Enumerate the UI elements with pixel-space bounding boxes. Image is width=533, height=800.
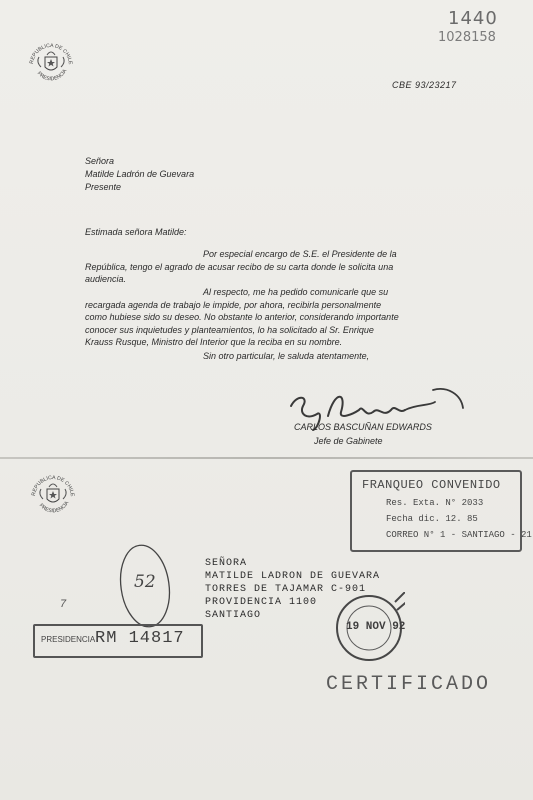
margin-mark: 7 xyxy=(60,598,67,610)
franking-stamp-line-4: CORREO N° 1 - SANTIAGO - 21 xyxy=(386,530,532,540)
paragraph-2-line: Krauss Rusque, Ministro del Interior que la reciba en su nombre. xyxy=(85,337,343,347)
handwritten-archive-number: 1440 xyxy=(448,8,498,29)
signatory-title: Jefe de Gabinete xyxy=(314,436,383,446)
recipient-line-1: Señora xyxy=(85,156,115,166)
certificado-stamp: CERTIFICADO xyxy=(326,673,492,696)
franking-stamp-line-3: Fecha dic. 12. 85 xyxy=(386,514,478,524)
franking-stamp xyxy=(350,470,532,552)
paragraph-1-line: República, tengo el agrado de acusar recibo de su carta donde le solicita una xyxy=(85,261,394,272)
salutation: Estimada señora Matilde: xyxy=(85,227,187,237)
paragraph-1-line: Por especial encargo de S.E. el Presidente de la xyxy=(203,249,397,259)
closing-line: Sin otro particular, le saluda atentamente, xyxy=(203,351,370,361)
envelope-address-line-3: TORRES DE TAJAMAR C-901 xyxy=(205,584,367,595)
handwritten-circle-number: 52 xyxy=(134,572,156,592)
crest-text-top: REPUBLICA DE CHILE xyxy=(28,42,74,65)
paragraph-2 xyxy=(85,286,465,349)
envelope-address-line-5: SANTIAGO xyxy=(205,610,262,621)
paragraph-2-line: recargada agenda de trabajo le impide, por ahora, recibirla personalmente xyxy=(85,299,382,310)
envelope-crest-text-bottom: PRESIDENCIA xyxy=(37,500,71,515)
paragraph-1 xyxy=(85,248,465,286)
paragraph-2-line: conocer sus inquietudes y planteamientos, lo ha solicitado al Sr. Enrique xyxy=(85,324,374,335)
envelope-crest-text-top: REPUBLICA DE CHILE xyxy=(30,474,76,497)
franking-stamp-line-2: Res. Exta. N° 2033 xyxy=(386,498,484,508)
recipient-line-3: Presente xyxy=(85,182,122,192)
postmark-date: 19 NOV 92 xyxy=(346,621,406,633)
recipient-line-2: Matilde Ladrón de Guevara xyxy=(85,169,195,179)
registered-number: RM 14817 xyxy=(95,629,185,648)
letter-reference: CBE 93/23217 xyxy=(392,80,457,90)
signatory-name: CARLOS BASCUÑAN EDWARDS xyxy=(294,422,432,432)
fold-line xyxy=(0,457,533,459)
envelope-address-line-2: MATILDE LADRON DE GUEVARA xyxy=(205,571,381,582)
envelope-address-line-1: SEÑORA xyxy=(205,558,248,569)
envelope-address-line-4: PROVIDENCIA 1100 xyxy=(205,597,318,608)
envelope-crest-icon xyxy=(27,469,79,526)
paragraph-1-line: audiencia. xyxy=(85,274,127,284)
presidential-crest-icon xyxy=(25,37,77,94)
paragraph-2-line: como hubiese sido su deseo. No obstante lo anterior, considerando importante xyxy=(85,312,399,322)
registered-mail-stamp xyxy=(33,624,203,658)
paragraph-2-line: Al respecto, me ha pedido comunicarle que su xyxy=(203,287,389,297)
franking-stamp-line-1: FRANQUEO CONVENIDO xyxy=(362,478,501,492)
crest-text-bottom: PRESIDENCIA xyxy=(35,68,69,83)
handwritten-archive-code: 1028158 xyxy=(438,30,496,45)
registered-label: PRESIDENCIA xyxy=(41,635,96,644)
